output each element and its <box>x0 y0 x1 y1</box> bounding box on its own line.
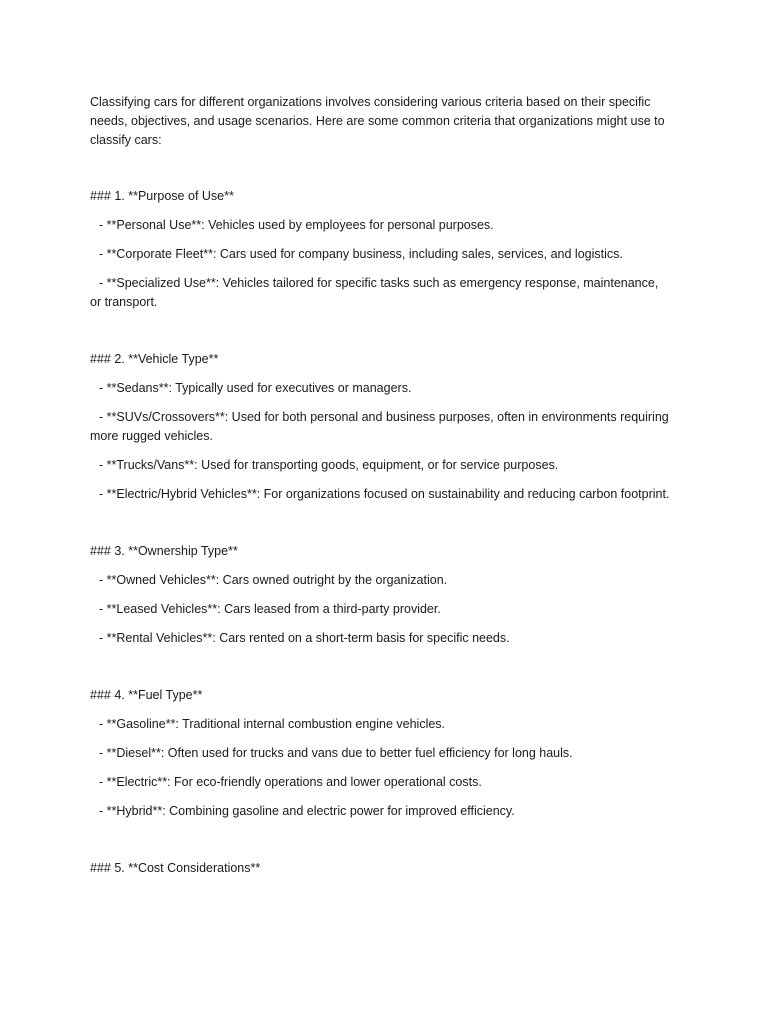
section-ownership-type <box>90 542 672 648</box>
section-purpose-of-use <box>90 187 672 312</box>
section-heading: ### 1. **Purpose of Use** <box>90 189 234 203</box>
list-item: - **Gasoline**: Traditional internal combustion engine vehicles. <box>99 717 446 731</box>
list-item: - **Personal Use**: Vehicles used by employees for personal purposes. <box>99 218 494 232</box>
list-item: - **Specialized Use**: Vehicles tailored for specific tasks such as emergency response, maintenance, or transport. <box>90 276 659 309</box>
list-item: - **Electric**: For eco-friendly operations and lower operational costs. <box>99 775 482 789</box>
section-cost-considerations <box>90 859 672 878</box>
list-item: - **Leased Vehicles**: Cars leased from a third-party provider. <box>99 602 441 616</box>
section-vehicle-type <box>90 350 672 504</box>
section-heading: ### 4. **Fuel Type** <box>90 688 203 702</box>
list-item: - **Trucks/Vans**: Used for transporting goods, equipment, or for service purposes. <box>99 458 559 472</box>
list-item: - **Electric/Hybrid Vehicles**: For organizations focused on sustainability and reducing carbon footprint. <box>99 487 670 501</box>
section-fuel-type <box>90 686 672 821</box>
section-heading: ### 3. **Ownership Type** <box>90 544 238 558</box>
list-item: - **Sedans**: Typically used for executives or managers. <box>99 381 412 395</box>
list-item: - **Owned Vehicles**: Cars owned outright by the organization. <box>99 573 448 587</box>
list-item: - **Hybrid**: Combining gasoline and electric power for improved efficiency. <box>99 804 515 818</box>
list-item: - **Rental Vehicles**: Cars rented on a short-term basis for specific needs. <box>99 631 510 645</box>
section-heading: ### 2. **Vehicle Type** <box>90 352 219 366</box>
list-item: - **Diesel**: Often used for trucks and vans due to better fuel efficiency for long hauls. <box>99 746 573 760</box>
section-heading: ### 5. **Cost Considerations** <box>90 861 261 875</box>
intro-paragraph: Classifying cars for different organizations involves considering various criteria based on their specific needs, objectives, and usage scenarios. Here are some common criteria that organizations might use to classify cars: <box>90 95 665 147</box>
list-item: - **Corporate Fleet**: Cars used for company business, including sales, services, and logistics. <box>99 247 623 261</box>
list-item: - **SUVs/Crossovers**: Used for both personal and business purposes, often in environments requiring more rugged vehicles. <box>90 410 669 443</box>
